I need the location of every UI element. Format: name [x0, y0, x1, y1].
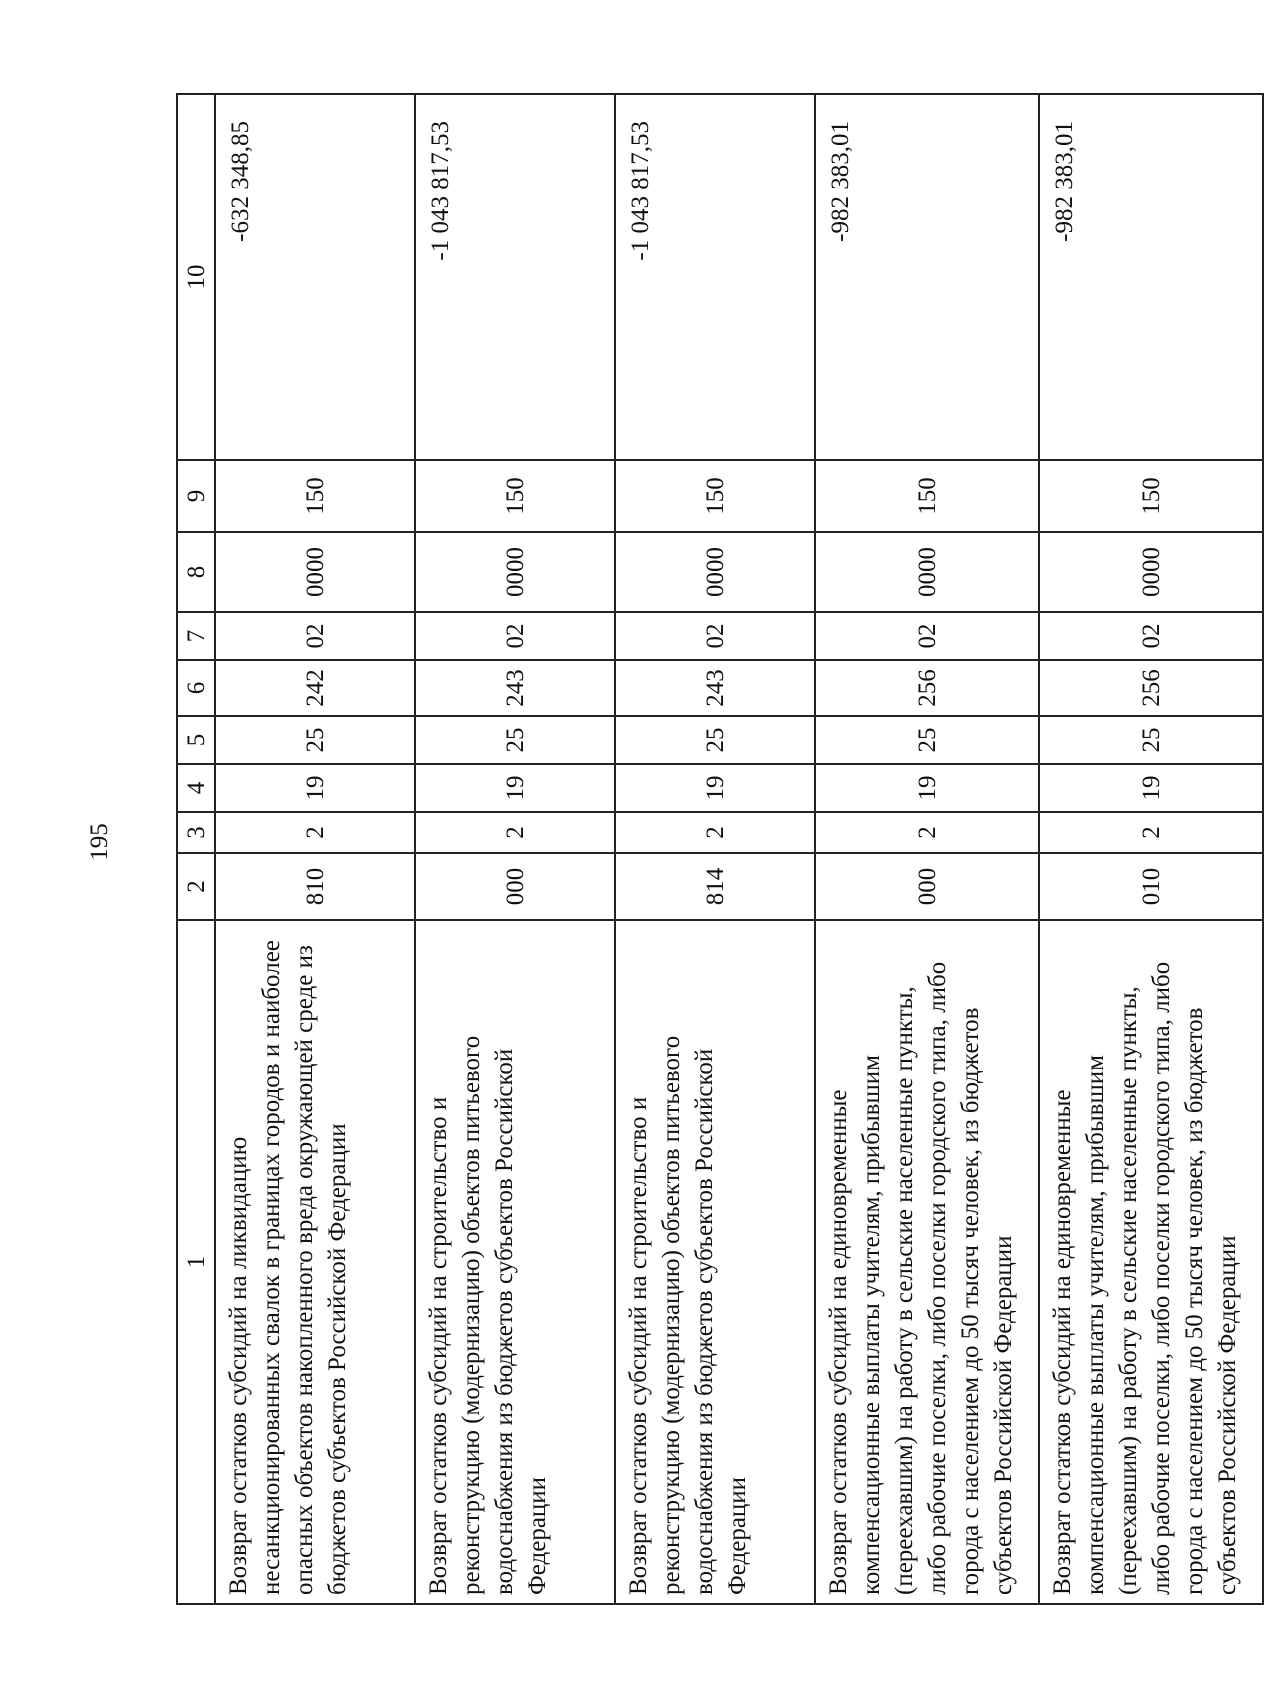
- code-cell: 02: [415, 612, 615, 660]
- table-row: [415, 94, 615, 1604]
- table-row: [615, 94, 815, 1604]
- code-cell: 19: [1039, 764, 1263, 812]
- row-description: Возврат остатков субсидий на единовременные компенсационные выплаты учителям, прибывшим (переехавшим) на работу в сельские населенные пункты, либо рабочие поселки, либо поселки городского типа, либо города с населением до 50 тысяч человек, из бюджетов субъектов Российской Федерации: [815, 920, 1039, 1604]
- code-cell: 243: [615, 660, 815, 716]
- code-cell: 25: [815, 716, 1039, 764]
- code-cell: 25: [1039, 716, 1263, 764]
- code-cell: 19: [615, 764, 815, 812]
- column-header: 6: [177, 660, 215, 716]
- column-header: 10: [177, 94, 215, 460]
- code-cell: 25: [415, 716, 615, 764]
- code-cell: 814: [615, 853, 815, 920]
- code-cell: 243: [415, 660, 615, 716]
- column-header: 9: [177, 460, 215, 532]
- code-cell: 0000: [215, 532, 415, 612]
- code-cell: 000: [815, 853, 1039, 920]
- header-row: [177, 94, 215, 1604]
- code-cell: 2: [615, 812, 815, 853]
- code-cell: 25: [615, 716, 815, 764]
- row-description: Возврат остатков субсидий на единовременные компенсационные выплаты учителям, прибывшим (переехавшим) на работу в сельские населенные пункты, либо рабочие поселки, либо поселки городского типа, либо города с населением до 50 тысяч человек, из бюджетов субъектов Российской Федерации: [1039, 920, 1263, 1604]
- code-cell: 0000: [1039, 532, 1263, 612]
- code-cell: 2: [215, 812, 415, 853]
- column-header: 4: [177, 764, 215, 812]
- code-cell: 2: [1039, 812, 1263, 853]
- code-cell: 2: [815, 812, 1039, 853]
- column-header: 2: [177, 853, 215, 920]
- code-cell: 256: [1039, 660, 1263, 716]
- code-cell: 150: [615, 460, 815, 532]
- amount-cell: -632 348,85: [215, 94, 415, 460]
- column-header: 1: [177, 920, 215, 1604]
- column-header: 5: [177, 716, 215, 764]
- amount-cell: -1 043 817,53: [615, 94, 815, 460]
- code-cell: 150: [1039, 460, 1263, 532]
- table-row: [215, 94, 415, 1604]
- code-cell: 19: [215, 764, 415, 812]
- code-cell: 256: [815, 660, 1039, 716]
- amount-cell: -982 383,01: [815, 94, 1039, 460]
- code-cell: 19: [815, 764, 1039, 812]
- code-cell: 010: [1039, 853, 1263, 920]
- code-cell: 02: [815, 612, 1039, 660]
- code-cell: 02: [215, 612, 415, 660]
- code-cell: 150: [415, 460, 615, 532]
- code-cell: 02: [615, 612, 815, 660]
- table-row: [815, 94, 1039, 1604]
- code-cell: 0000: [615, 532, 815, 612]
- page-number: 195: [86, 823, 113, 861]
- code-cell: 000: [415, 853, 615, 920]
- code-cell: 02: [1039, 612, 1263, 660]
- table-row: [1039, 94, 1263, 1604]
- code-cell: 2: [415, 812, 615, 853]
- code-cell: 810: [215, 853, 415, 920]
- budget-table: [176, 93, 1264, 1605]
- row-description: Возврат остатков субсидий на строительство и реконструкцию (модернизацию) объектов питьевого водоснабжения из бюджетов субъектов Российской Федерации: [415, 920, 615, 1604]
- row-description: Возврат остатков субсидий на строительство и реконструкцию (модернизацию) объектов питьевого водоснабжения из бюджетов субъектов Российской Федерации: [615, 920, 815, 1604]
- code-cell: 0000: [415, 532, 615, 612]
- code-cell: 25: [215, 716, 415, 764]
- column-header: 3: [177, 812, 215, 853]
- row-description: Возврат остатков субсидий на ликвидацию несанкционированных свалок в границах городов и наиболее опасных объектов накопленного вреда окружающей среде из бюджетов субъектов Российской Федерации: [215, 920, 415, 1604]
- code-cell: 150: [815, 460, 1039, 532]
- amount-cell: -1 043 817,53: [415, 94, 615, 460]
- code-cell: 0000: [815, 532, 1039, 612]
- code-cell: 242: [215, 660, 415, 716]
- table-container: [176, 95, 1241, 1605]
- column-header: 7: [177, 612, 215, 660]
- amount-cell: -982 383,01: [1039, 94, 1263, 460]
- code-cell: 150: [215, 460, 415, 532]
- code-cell: 19: [415, 764, 615, 812]
- column-header: 8: [177, 532, 215, 612]
